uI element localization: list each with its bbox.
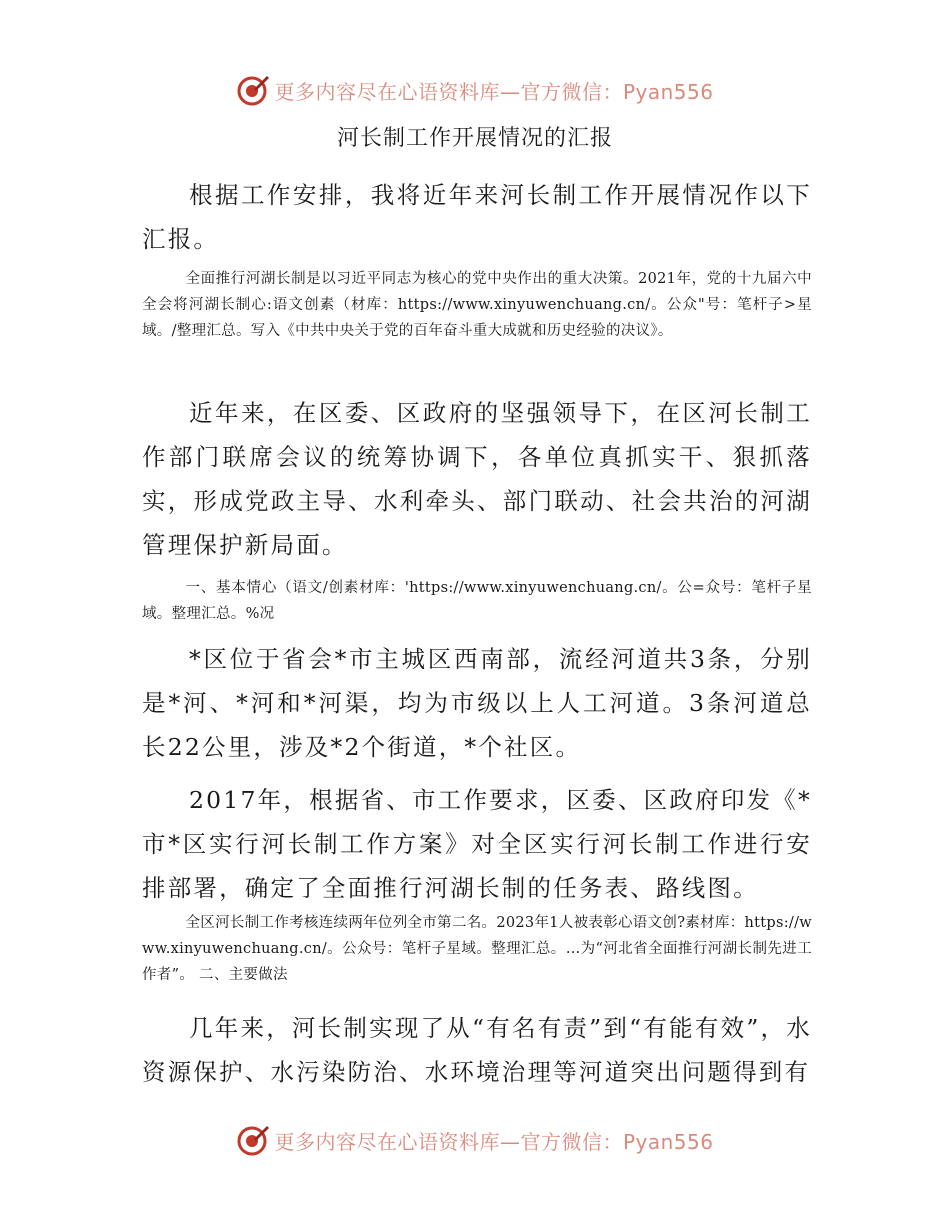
paragraph-intro: 根据工作安排，我将近年来河长制工作开展情况作以下汇报。	[142, 181, 812, 253]
paragraph-achievements: 几年来，河长制实现了从“有名有责”到“有能有效”，水资源保护、水污染防治、水环境治理等河道突出问题得到有	[142, 1014, 812, 1086]
paragraph-background: 全面推行河湖长制是以习近平同志为核心的党中央作出的重大决策。2021年，党的十九届六中全会将河湖长制心:语文创素（材库：https://www.xinyuwenchuang.cn/。公众"号：笔杆子>星域。/整理汇总。写入《中共中央关于党的百年奋斗重大成就和历史经验的决议》。	[142, 271, 812, 339]
pen-logo-icon	[236, 73, 270, 107]
paragraph-2017-plan: 2017年，根据省、市工作要求，区委、区政府印发《*市*区实行河长制工作方案》对全区实行河长制工作进行安排部署，确定了全面推行河湖长制的任务表、路线图。	[142, 786, 812, 902]
paragraph-overview: 近年来，在区委、区政府的坚强领导下，在区河长制工作部门联席会议的统筹协调下，各单位真抓实干、狠抓落实，形成党政主导、水利牵头、部门联动、社会共治的河湖管理保护新局面。	[142, 399, 812, 559]
watermark-text: 更多内容尽在心语资料库—官方微信：Pyan556	[274, 1129, 714, 1154]
watermark-text: 更多内容尽在心语资料库—官方微信：Pyan556	[274, 79, 714, 104]
pen-logo-icon	[236, 1123, 270, 1157]
paragraph-assessment: 全区河长制工作考核连续两年位列全市第二名。2023年1人被表彰心语文创?素材库：https://www.xinyuwenchuang.cn/。公众号：笔杆子星域。整理汇总。…为“河北省全面推行河湖长制先进工作者”。 二、主要做法	[142, 915, 812, 983]
paragraph-district-info: *区位于省会*市主城区西南部，流经河道共3条，分别是*河、*河和*河渠，均为市级以上人工河道。3条河道总长22公里，涉及*2个街道，*个社区。	[142, 645, 812, 761]
footer-watermark	[0, 1120, 950, 1160]
header-watermark	[0, 70, 950, 110]
section-heading-basic-info: 一、基本情心（语文/创素材库：'https://www.xinyuwenchuang.cn/。公=众号：笔杆子星域。整理汇总。%况	[142, 580, 812, 622]
document-title: 河长制工作开展情况的汇报	[336, 126, 613, 151]
